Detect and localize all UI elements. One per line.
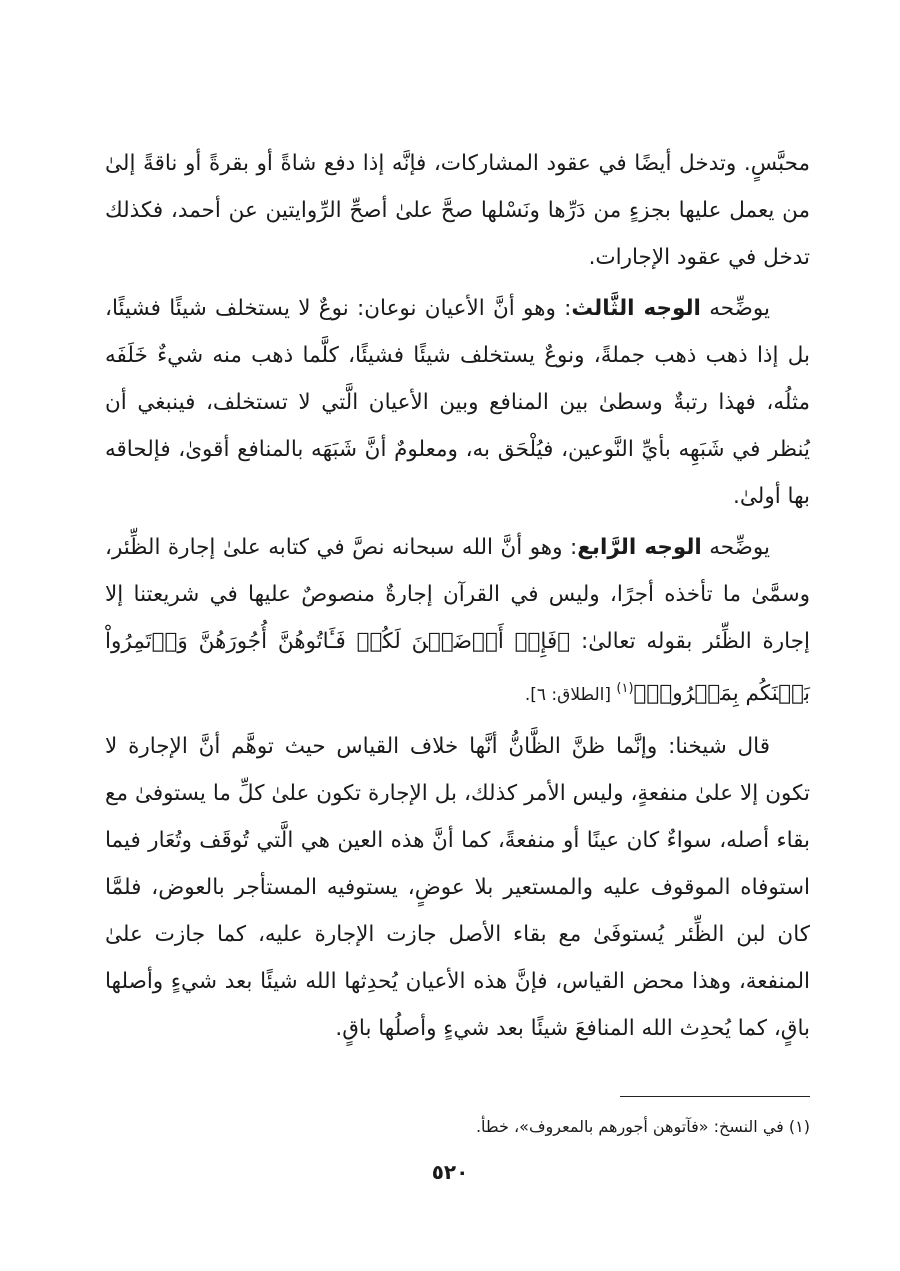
paragraph-4: قال شيخنا: وإنَّما ظنَّ الظَّانُّ أنَّها خلاف القياس حيث توهَّم أنَّ الإجارة لا تكون إلا علىٰ منفعةٍ، وليس الأمر كذلك، بل الإجارة تكون علىٰ كلِّ ما يستوفىٰ مع بقاء أصله، سواءٌ كان عينًا أو منفعةً، كما أنَّ هذه العين هي الَّتي تُوقَف وتُعَار فيما استوفاه الموقوف عليه والمستعير بلا عوضٍ، يستوفيه المستأجر بالعوض، فلمَّا كان لبن الظِّئر يُستوفَىٰ مع بقاء الأصل جازت الإجارة عليه، كما جازت علىٰ المنفعة، وهذا محض القياس، فإنَّ هذه الأعيان يُحدِثها الله شيئًا بعد شيءٍ وأصلها باقٍ، كما يُحدِث الله المنافعَ شيئًا بعد شيءٍ وأصلُها باقٍ. <box>105 734 810 1042</box>
paragraph-1: محبَّسٍ. وتدخل أيضًا في عقود المشاركات، فإنَّه إذا دفع شاةً أو بقرةً أو ناقةً إلىٰ من يعمل عليها بجزءٍ من دَرِّها ونَسْلها صحَّ علىٰ أصحِّ الرِّوايتين عن أحمد، فكذلك تدخل في عقود الإجارات. <box>105 151 810 270</box>
footnote-divider <box>620 1096 810 1097</box>
page-number: ٥٢٠ <box>431 1160 469 1184</box>
paragraph-3-lead: يوضِّحه <box>701 535 771 560</box>
third-aspect-heading: الوجه الثَّالث <box>571 296 701 321</box>
footnote <box>105 1110 810 1144</box>
fourth-aspect-heading: الوجه الرَّابع <box>577 535 702 560</box>
quran-verse: ﴿فَإِنۡ أَرۡضَعۡنَ لَكُمۡ فَـَٔاتُوهُنَّ أُجُورَهُنَّ وَأۡتَمِرُواْ بَيۡنَكُم بِمَعۡرُوفٖ﴾ <box>105 629 810 707</box>
verse-reference: [الطلاق: ٦]. <box>524 685 617 706</box>
paragraph-2-text: : وهو أنَّ الأعيان نوعان: نوعٌ لا يستخلف شيئًا فشيئًا، بل إذا ذهب ذهب جملةً، ونوعٌ يستخلف شيئًا فشيئًا، كلَّما ذهب منه شيءٌ خَلَفَه مثلُه، فهذا رتبةٌ وسطىٰ بين المنافع وبين الأعيان الَّتي لا تستخلف، فينبغي أن يُنظر في شَبَهِه بأيِّ النَّوعين، فيُلْحَق به، ومعلومٌ أنَّ شَبَهَه بالمنافع أقوىٰ، فإلحاقه بها أولىٰ. <box>105 296 810 509</box>
footnote-text: في النسخ: «فآتوهن أجورهم بالمعروف»، خطأ. <box>475 1117 789 1136</box>
paragraph-3 <box>105 524 810 719</box>
footnote-marker: (١) <box>616 681 634 696</box>
paragraph-3-text: : وهو أنَّ الله سبحانه نصَّ في كتابه علىٰ إجارة الظِّئر، وسمَّىٰ ما تأخذه أجرًا، وليس في القرآن إجارةٌ منصوصٌ عليها في شريعتنا إلا إجارة الظِّئر بقوله تعالىٰ: <box>105 535 810 654</box>
footnote-number: (١) <box>788 1117 810 1136</box>
paragraph-2-lead: يوضِّحه <box>700 296 770 321</box>
paragraph-2 <box>105 285 810 520</box>
main-text <box>105 140 810 1056</box>
